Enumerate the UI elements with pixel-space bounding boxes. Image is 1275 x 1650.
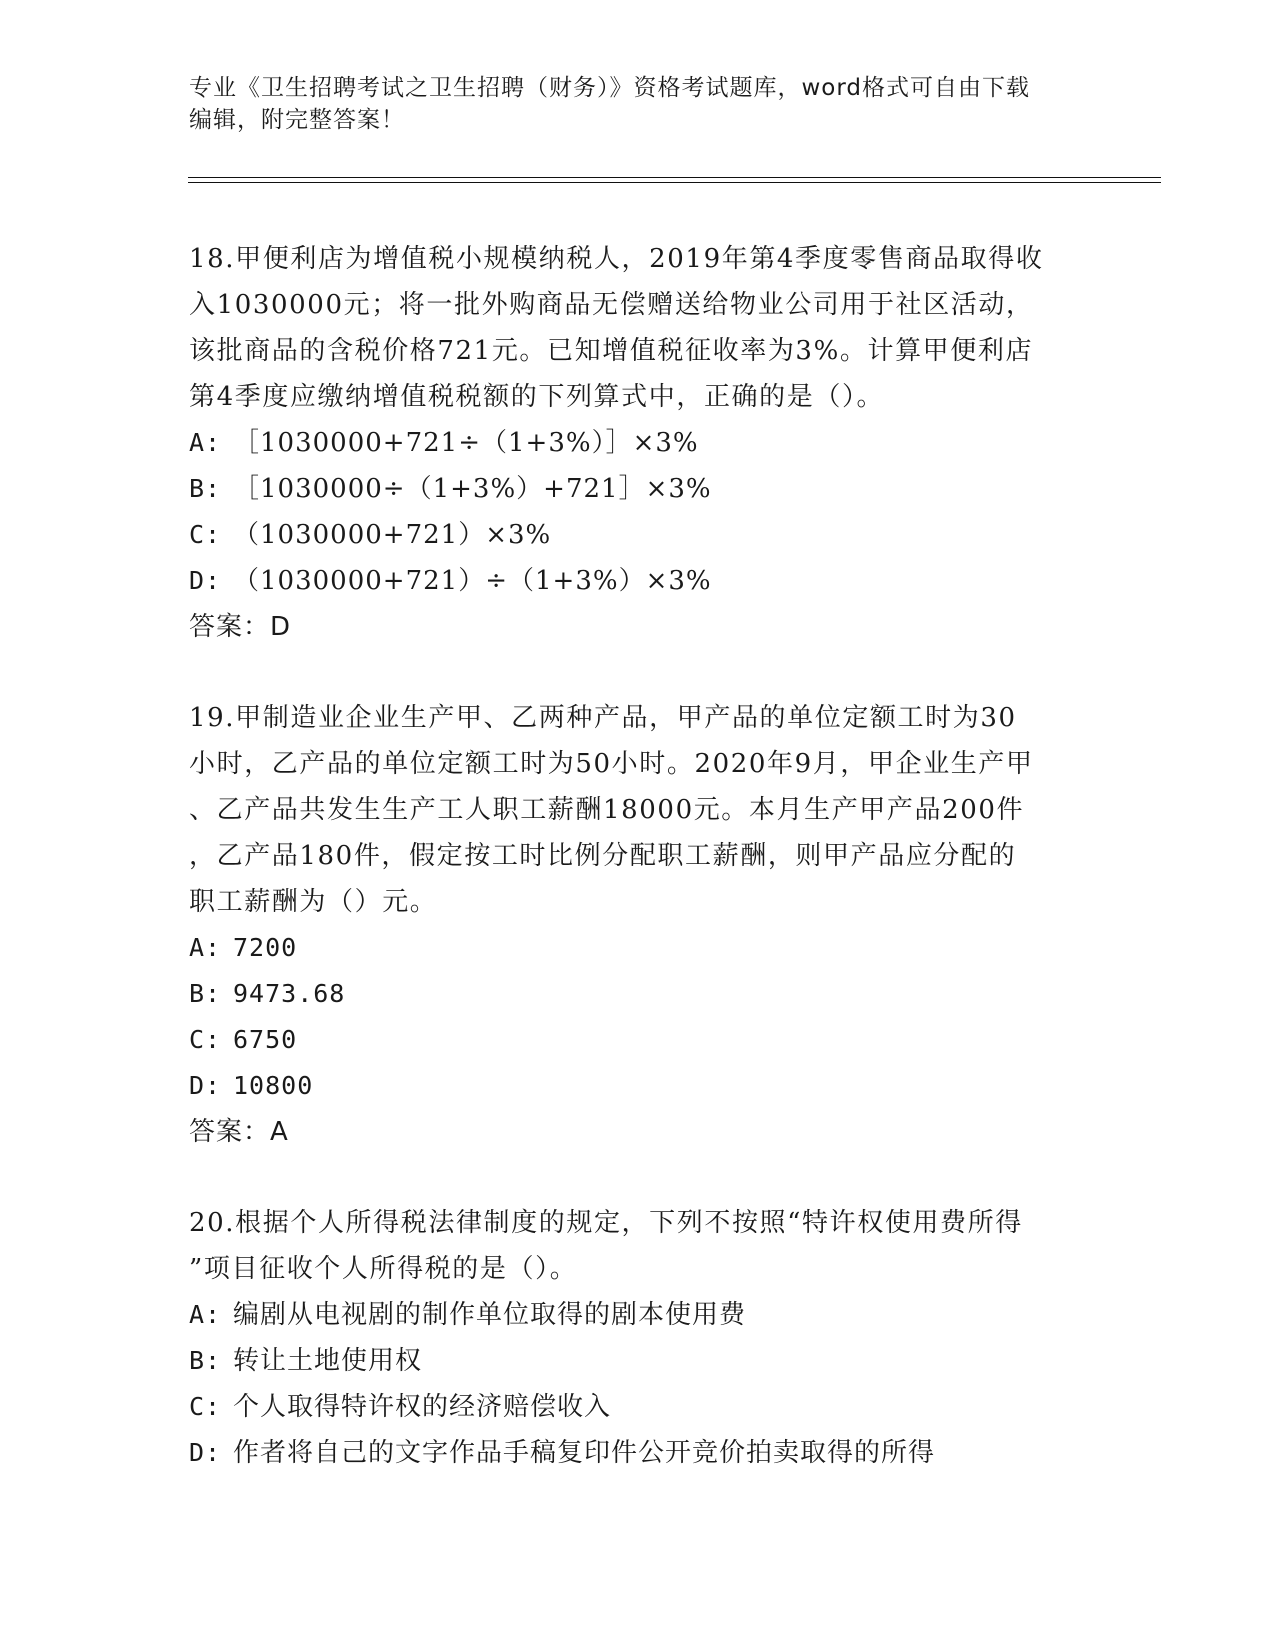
option-d xyxy=(189,1430,1089,1476)
option-label: D: xyxy=(189,1438,222,1467)
answer-line: 答案：A xyxy=(189,1117,289,1147)
question-text-line: 入1030000元；将一批外购商品无偿赠送给物业公司用于社区活动， xyxy=(189,290,1034,320)
question-text-line: 职工薪酬为（）元。 xyxy=(189,887,438,917)
option-text: （1030000+721）÷（1+3%）×3% xyxy=(233,566,712,596)
question-text-line: 18.甲便利店为增值税小规模纳税人，2019年第4季度零售商品取得收 xyxy=(189,244,1044,274)
option-text: ［1030000÷（1+3%）+721］×3% xyxy=(233,474,712,504)
question-text-line: ，乙产品180件，假定按工时比例分配职工薪酬，则甲产品应分配的 xyxy=(189,841,1017,871)
option-text: 作者将自己的文字作品手稿复印件公开竞价拍卖取得的所得 xyxy=(233,1438,936,1468)
question-text-line: ”项目征收个人所得税的是（）。 xyxy=(189,1254,578,1284)
option-d xyxy=(189,1063,1089,1109)
option-label: C: xyxy=(189,1392,222,1421)
option-a xyxy=(189,420,1089,466)
option-text: 转让土地使用权 xyxy=(233,1346,423,1376)
question-text-line: 、乙产品共发生生产工人职工薪酬18000元。本月生产甲产品200件 xyxy=(189,795,1025,825)
option-c xyxy=(189,1017,1089,1063)
question-text-line: 19.甲制造业企业生产甲、乙两种产品，甲产品的单位定额工时为30 xyxy=(189,703,1017,733)
answer-line: 答案：D xyxy=(189,612,292,642)
header-line-2: 编辑，附完整答案！ xyxy=(189,107,405,133)
option-a xyxy=(189,925,1089,971)
option-d xyxy=(189,558,1089,604)
option-label: D: xyxy=(189,566,222,595)
header-divider-top xyxy=(188,177,1161,178)
option-text: 个人取得特许权的经济赔偿收入 xyxy=(233,1392,612,1422)
option-label: C: xyxy=(189,1025,222,1054)
option-label: A: xyxy=(189,428,222,457)
question-text-line: 20.根据个人所得税法律制度的规定，下列不按照“特许权使用费所得 xyxy=(189,1208,1023,1238)
option-label: B: xyxy=(189,474,222,503)
option-text: 9473.68 xyxy=(233,979,346,1008)
option-text: 10800 xyxy=(233,1071,314,1100)
option-b xyxy=(189,1338,1089,1384)
option-text: （1030000+721）×3% xyxy=(233,520,552,550)
option-text: ［1030000+721÷（1+3%）］×3% xyxy=(233,428,699,458)
option-c xyxy=(189,1384,1089,1430)
option-text: 编剧从电视剧的制作单位取得的剧本使用费 xyxy=(233,1300,747,1330)
option-a xyxy=(189,1292,1089,1338)
question-18 xyxy=(189,236,1089,650)
option-label: B: xyxy=(189,979,222,1008)
option-label: A: xyxy=(189,1300,222,1329)
option-text: 7200 xyxy=(233,933,298,962)
option-label: A: xyxy=(189,933,222,962)
option-label: D: xyxy=(189,1071,222,1100)
option-b xyxy=(189,971,1089,1017)
document-header xyxy=(189,72,1089,136)
option-text: 6750 xyxy=(233,1025,298,1054)
header-line-1: 专业《卫生招聘考试之卫生招聘（财务）》资格考试题库，word格式可自由下载 xyxy=(189,75,1031,101)
header-divider-bottom xyxy=(188,182,1161,183)
option-label: B: xyxy=(189,1346,222,1375)
option-c xyxy=(189,512,1089,558)
question-text-line: 第4季度应缴纳增值税税额的下列算式中，正确的是（）。 xyxy=(189,382,885,412)
option-b xyxy=(189,466,1089,512)
question-text-line: 小时，乙产品的单位定额工时为50小时。2020年9月，甲企业生产甲 xyxy=(189,749,1034,779)
question-text-line: 该批商品的含税价格721元。已知增值税征收率为3%。计算甲便利店 xyxy=(189,336,1034,366)
question-20 xyxy=(189,1200,1089,1476)
option-label: C: xyxy=(189,520,222,549)
question-19 xyxy=(189,695,1089,1155)
